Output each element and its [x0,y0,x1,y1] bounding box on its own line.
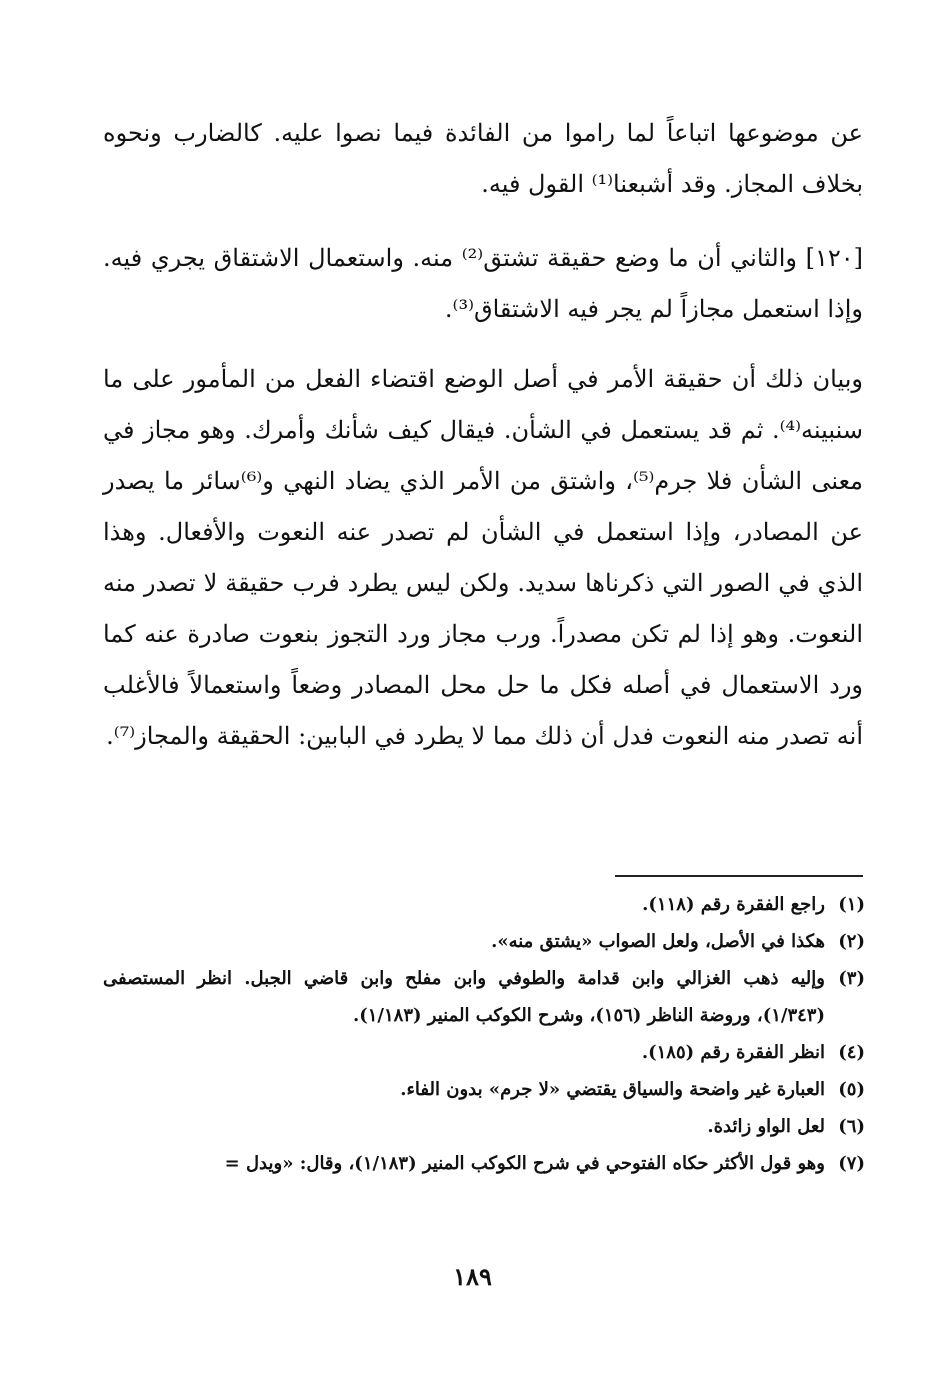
footnote-2 [103,923,865,960]
paragraph-1: عن موضوعها اتباعاً لما راموا من الفائدة فيما نصوا عليه. كالضارب ونحوه بخلاف المجاز. وقد أشبعنا⁽¹⁾ القول فيه. [103,119,863,198]
footnote-4 [103,1034,865,1071]
footnote-number: (٥) [838,1079,865,1100]
footnote-3 [103,960,865,1034]
footnote-text: العبارة غير واضحة والسياق يقتضي «لا جرم» بدون الفاء. [400,1079,825,1100]
page-number: ١٨٩ [453,1262,492,1291]
paragraph-3: وبيان ذلك أن حقيقة الأمر في أصل الوضع اقتضاء الفعل من المأمور على ما سنبينه⁽⁴⁾. ثم قد يستعمل في الشأن. فيقال كيف شأنك وأمرك. وهو مجاز في معنى الشأن فلا جرم⁽⁵⁾، واشتق من الأمر الذي يضاد النهي و⁽⁶⁾سائر ما يصدر عن المصادر، وإذا استعمل في الشأن لم تصدر عنه النعوت والأفعال. وهذا الذي في الصور التي ذكرناها سديد. ولكن ليس يطرد فرب حقيقة لا تصدر منه النعوت. وهو إذا لم تكن مصدراً. ورب مجاز ورد التجوز بنعوت صادرة عنه كما ورد الاستعمال في أصله فكل ما حل محل المصادر وضعاً واستعمالاً فالأغلب أنه تصدر منه النعوت فدل أن ذلك مما لا يطرد في البابين: الحقيقة والمجاز⁽⁷⁾. [103,365,864,750]
footnote-number: (٤) [838,1042,865,1063]
footnote-7 [103,1145,865,1182]
footnote-text: انظر الفقرة رقم (١٨٥). [641,1042,825,1063]
footnote-5 [103,1071,865,1108]
footnote-text: لعل الواو زائدة. [707,1116,825,1137]
footnote-number: (٦) [838,1116,865,1137]
paragraph-2: [١٢٠] والثاني أن ما وضع حقيقة تشتق⁽²⁾ منه. واستعمال الاشتقاق يجري فيه. وإذا استعمل مجازاً لم يجر فيه الاشتقاق⁽³⁾. [103,244,863,323]
footnote-1 [103,886,865,923]
footnote-number: (١) [838,894,865,915]
footnote-number: (٢) [838,931,865,952]
footnote-separator [615,875,863,877]
footnote-text: وهو قول الأكثر حكاه الفتوحي في شرح الكوكب المنير (١/١٨٣)، وقال: «ويدل = [224,1153,825,1174]
footnote-number: (٣) [838,968,865,989]
footnote-text: راجع الفقرة رقم (١١٨). [642,894,825,915]
footnotes [103,886,865,1182]
footnote-text: وإليه ذهب الغزالي وابن قدامة والطوفي وابن مفلح وابن قاضي الجبل. انظر المستصفى (١/٣٤٣)، وروضة الناظر (١٥٦)، وشرح الكوكب المنير (١/١٨٣). [103,968,825,1026]
footnote-text: هكذا في الأصل، ولعل الصواب «يشتق منه». [491,931,825,952]
footnote-6 [103,1108,865,1145]
footnote-number: (٧) [838,1153,865,1174]
